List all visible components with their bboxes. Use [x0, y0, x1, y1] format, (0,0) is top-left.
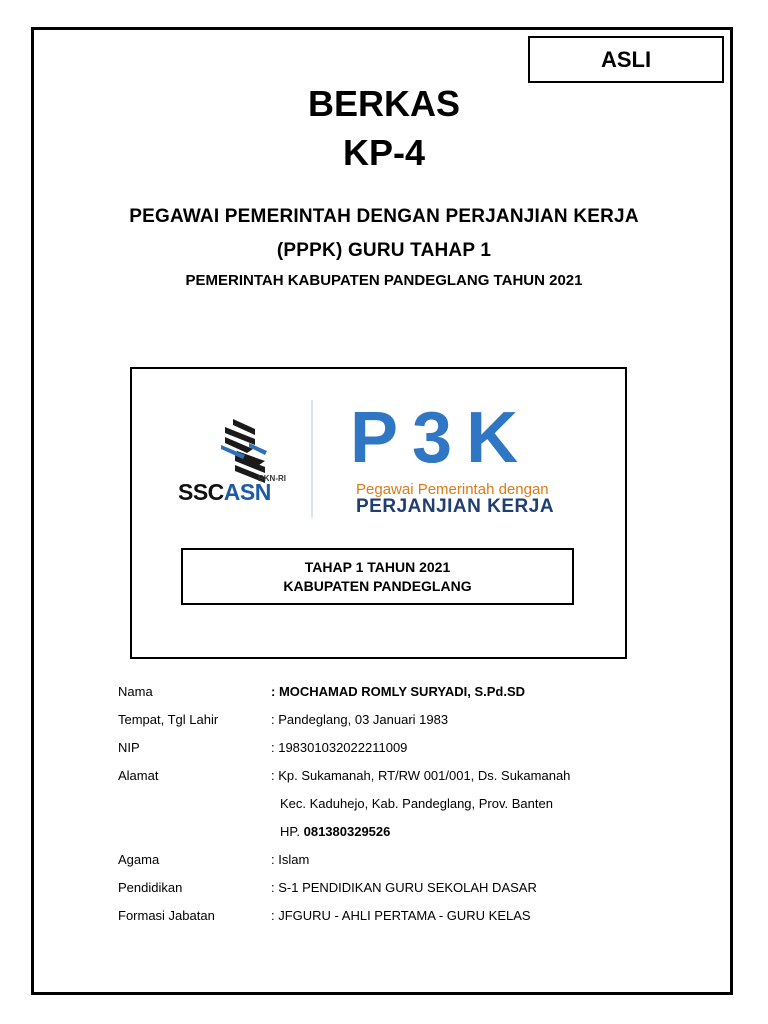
hp-prefix: HP. — [280, 824, 304, 839]
field-value: : 198301032022211009 — [271, 740, 408, 755]
field-pendidikan — [0, 880, 768, 900]
field-hp — [0, 824, 768, 844]
field-label: Formasi Jabatan — [118, 908, 215, 923]
ssc-text: SSC — [178, 479, 224, 505]
field-alamat — [0, 768, 768, 788]
p3k-logo-text: P3K — [350, 398, 533, 478]
field-value: : JFGURU - AHLI PERTAMA - GURU KELAS — [271, 908, 531, 923]
field-label: Nama — [118, 684, 153, 699]
hp-number: 081380329526 — [303, 824, 391, 839]
p3k-tagline: Pegawai Pemerintah dengan — [356, 481, 549, 498]
field-label: Pendidikan — [118, 880, 183, 895]
field-nama — [0, 684, 768, 704]
field-value: Kec. Kaduhejo, Kab. Pandeglang, Prov. Banten — [280, 796, 553, 811]
field-value: : Pandeglang, 03 Januari 1983 — [271, 712, 449, 727]
field-agama — [0, 852, 768, 872]
field-label: Agama — [118, 852, 160, 867]
field-nip — [0, 740, 768, 760]
subtitle-line-1: PEGAWAI PEMERINTAH DENGAN PERJANJIAN KERJA — [129, 206, 639, 227]
field-ttl — [0, 712, 768, 732]
field-value: : MOCHAMAD ROMLY SURYADI, S.Pd.SD — [271, 684, 526, 699]
asli-badge: ASLI — [528, 36, 724, 83]
field-value — [280, 824, 390, 839]
p3k-tagline-bold: PERJANJIAN KERJA — [356, 496, 555, 517]
document-title: BERKAS — [307, 83, 460, 124]
asn-text: ASN — [223, 479, 271, 505]
tahap-box — [181, 548, 574, 605]
subtitle-line-3: PEMERINTAH KABUPATEN PANDEGLANG TAHUN 2021 — [185, 272, 583, 289]
document-code: KP-4 — [342, 132, 426, 173]
field-label: NIP — [118, 740, 140, 755]
logo-divider — [311, 400, 313, 518]
field-value: : Kp. Sukamanah, RT/RW 001/001, Ds. Sukamanah — [271, 768, 571, 783]
tahap-line-1: TAHAP 1 TAHUN 2021 — [304, 559, 451, 575]
subtitle-line-2: (PPPK) GURU TAHAP 1 — [276, 240, 492, 261]
bkn-ri-label: BKN-RI — [258, 474, 286, 483]
field-value: : Islam — [271, 852, 310, 867]
field-label: Tempat, Tgl Lahir — [118, 712, 219, 727]
tahap-line-2: KABUPATEN PANDEGLANG — [283, 578, 472, 594]
field-value: : S-1 PENDIDIKAN GURU SEKOLAH DASAR — [271, 880, 537, 895]
field-alamat-line-2 — [0, 796, 768, 816]
field-formasi — [0, 908, 768, 928]
sscasn-logo-text — [178, 479, 271, 506]
field-label: Alamat — [118, 768, 159, 783]
